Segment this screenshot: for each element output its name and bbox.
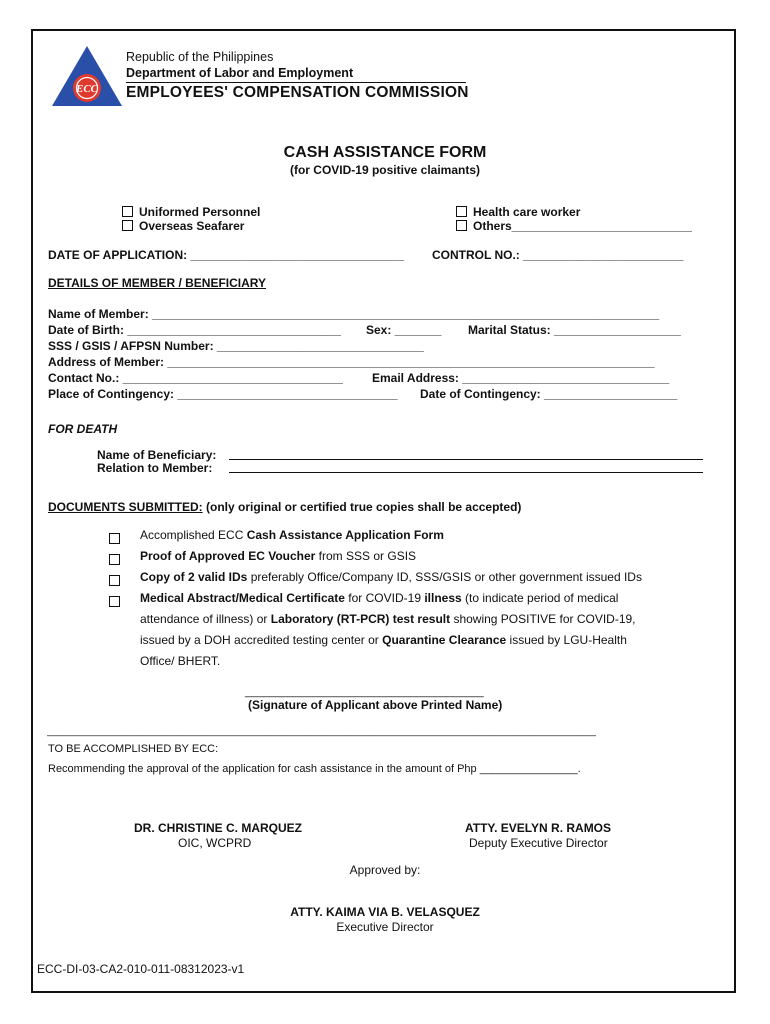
member-section-title: DETAILS OF MEMBER / BENEFICIARY [48, 276, 267, 290]
checkbox-icon[interactable] [109, 575, 120, 586]
header-rule [126, 82, 466, 83]
logo-text: ECC [75, 83, 99, 95]
checkbox-icon[interactable] [109, 533, 120, 544]
form-title: CASH ASSISTANCE FORM [283, 144, 487, 161]
doc-checkbox-2[interactable] [109, 551, 126, 569]
approved-by-label: Approved by: [349, 863, 421, 877]
section-divider: ______________________________________________________________________________________________ [47, 725, 596, 737]
doc-checkbox-1[interactable] [109, 530, 126, 548]
for-death-title: FOR DEATH [48, 422, 118, 436]
relation-line[interactable] [229, 472, 703, 473]
checkbox-icon[interactable] [122, 220, 133, 231]
contact-no-field[interactable]: Contact No.: _________________________________ [48, 371, 343, 385]
department-text: Department of Labor and Employment [126, 66, 354, 80]
signature-label: (Signature of Applicant above Printed Name) [248, 698, 503, 712]
marital-status-field[interactable]: Marital Status: ___________________ [468, 323, 681, 337]
commission-text: EMPLOYEES' COMPENSATION COMMISSION [126, 84, 469, 101]
documents-heading [48, 500, 521, 514]
checkbox-icon[interactable] [456, 220, 467, 231]
doc-checkbox-4[interactable] [109, 593, 126, 611]
category-label: Uniformed Personnel [139, 205, 261, 219]
category-health[interactable] [456, 205, 580, 219]
recommendation-text[interactable]: Recommending the approval of the application for cash assistance in the amount of Php ________________. [48, 763, 581, 775]
doc-item-2: Proof of Approved EC Voucher from SSS or GSIS [140, 549, 417, 563]
doc-item-4-line-4: Office/ BHERT. [140, 654, 221, 668]
ecc-heading: TO BE ACCOMPLISHED BY ECC: [48, 743, 219, 755]
address-field[interactable]: Address of Member: _________________________________________________________________________ [48, 355, 655, 369]
sex-field[interactable]: Sex: _______ [366, 323, 442, 337]
control-no-field[interactable]: CONTROL NO.: ________________________ [432, 248, 684, 262]
doc-checkbox-3[interactable] [109, 572, 126, 590]
checkbox-icon[interactable] [109, 554, 120, 565]
relation-label: Relation to Member: [97, 461, 213, 475]
doc-item-1: Accomplished ECC Cash Assistance Application Form [140, 528, 444, 542]
member-name-field[interactable]: Name of Member: ____________________________________________________________________________ [48, 307, 660, 321]
category-uniformed[interactable] [122, 205, 260, 219]
doc-item-4-line-2: attendance of illness) or Laboratory (RT-PCR) test result showing POSITIVE for COVID-19, [140, 612, 636, 626]
documents-note: (only original or certified true copies shall be accepted) [206, 500, 522, 514]
date-of-birth-field[interactable]: Date of Birth: ________________________________ [48, 323, 341, 337]
documents-title: DOCUMENTS SUBMITTED: [48, 500, 203, 514]
doc-item-4-line-1: Medical Abstract/Medical Certificate for COVID-19 illness (to indicate period of medical [140, 591, 619, 605]
beneficiary-label: Name of Beneficiary: [97, 448, 217, 462]
beneficiary-line[interactable] [229, 459, 703, 460]
footer-code: ECC-DI-03-CA2-010-011-08312023-v1 [37, 962, 245, 976]
category-label: Overseas Seafarer [139, 219, 245, 233]
doc-item-4-line-3: issued by a DOH accredited testing center or Quarantine Clearance issued by LGU-Health [140, 633, 627, 647]
signature-line[interactable]: _______________________________________ [245, 686, 484, 698]
republic-text: Republic of the Philippines [126, 50, 274, 64]
form-subtitle: (for COVID-19 positive claimants) [289, 163, 481, 177]
right-signatory-name: ATTY. EVELYN R. RAMOS [465, 821, 612, 835]
email-field[interactable]: Email Address: _______________________________ [372, 371, 670, 385]
category-label: Health care worker [473, 205, 581, 219]
left-signatory-title: OIC, WCPRD [178, 836, 252, 850]
category-others[interactable] [456, 219, 692, 233]
left-signatory-name: DR. CHRISTINE C. MARQUEZ [134, 821, 302, 835]
right-signatory-title: Deputy Executive Director [469, 836, 608, 850]
category-label: Others___________________________ [473, 219, 692, 233]
place-of-contingency-field[interactable]: Place of Contingency: _________________________________ [48, 387, 398, 401]
date-of-contingency-field[interactable]: Date of Contingency: ____________________ [420, 387, 678, 401]
checkbox-icon[interactable] [456, 206, 467, 217]
category-seafarer[interactable] [122, 219, 244, 233]
center-signatory-title: Executive Director [336, 920, 434, 934]
doc-item-3: Copy of 2 valid IDs preferably Office/Company ID, SSS/GSIS or other government issued IDs [140, 570, 642, 584]
sss-number-field[interactable]: SSS / GSIS / AFPSN Number: _______________________________ [48, 339, 424, 353]
ecc-logo [50, 44, 124, 108]
checkbox-icon[interactable] [122, 206, 133, 217]
date-of-application-field[interactable]: DATE OF APPLICATION: ________________________________ [48, 248, 404, 262]
checkbox-icon[interactable] [109, 596, 120, 607]
center-signatory-name: ATTY. KAIMA VIA B. VELASQUEZ [290, 905, 480, 919]
